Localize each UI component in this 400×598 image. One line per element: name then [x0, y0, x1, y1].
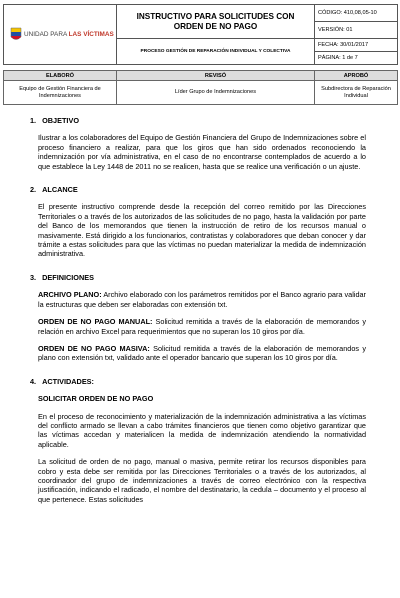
reviso-header: REVISÓ — [117, 71, 315, 81]
colombia-flag-shield-icon — [10, 27, 22, 42]
document-header — [3, 4, 398, 65]
section-heading-objetivo — [30, 116, 366, 125]
document-title: INSTRUCTIVO PARA SOLICITUDES CON ORDEN DE NO PAGO — [117, 5, 315, 39]
section-heading-actividades — [30, 377, 366, 386]
date-label: FECHA: 30/01/2017 — [315, 39, 398, 52]
alcance-paragraph: El presente instructivo comprende desde la recepción del correo remitido por las Direcciones Territoriales o a través de los autorizados de las solicitudes de no pago, hasta la validación por parte del Banco de los memorandos que tienen la instrucción de retiro de los recursos manual o masivamente. Está dirigido a los funcionarios, contratistas y colaboradores que deban conocer y dar trámite a estas solicitudes para que las víctimas no puedan materializar la medida de indemnización administrativa. — [38, 202, 366, 259]
section-title: DEFINICIONES — [42, 272, 94, 282]
definition-text: Archivo elaborado con los parámetros remitidos por el Banco agrario para validar la estructuras que deben ser elaboradas con extensión txt. — [38, 290, 366, 309]
definition-no-pago-masiva — [38, 344, 366, 363]
definition-text: Solicitud remitida a través de la elaboración de memorandos y relación en archivo Excel para requerimientos que no superan los 10 giros por día. — [38, 317, 366, 336]
unidad-victimas-logo — [10, 9, 116, 61]
code-label: CÓDIGO: 410,08,05-10 — [315, 5, 398, 22]
logo-text-emph: LAS VÍCTIMAS — [68, 31, 114, 38]
section-title: OBJETIVO — [42, 116, 79, 125]
section-number: 4. — [30, 376, 37, 386]
section-number: 1. — [30, 116, 37, 125]
logo-cell — [4, 5, 117, 65]
section-number: 2. — [30, 185, 37, 195]
process-subtitle: PROCESO GESTIÓN DE REPARACIÓN INDIVIDUAL Y COLECTIVA — [117, 39, 315, 65]
version-label: VERSIÓN: 01 — [315, 22, 398, 39]
section-title: ALCANCE — [42, 185, 78, 195]
activity-subheading: SOLICITAR ORDEN DE NO PAGO — [38, 394, 154, 404]
document-body — [30, 116, 366, 512]
definition-no-pago-manual — [38, 317, 366, 336]
aprobo-header: APROBÓ — [315, 71, 398, 81]
definition-archivo-plano — [38, 290, 366, 309]
definition-text: Solicitud remitida a través de la elaboración de memorandos y plano con extensión txt, validado ante el operador bancario que superan los 10 giros por día. — [38, 343, 366, 363]
definition-term: ARCHIVO PLANO: — [38, 290, 102, 300]
elaboro-value: Equipo de Gestión Financiera de Indemnizaciones — [4, 81, 117, 105]
section-heading-definiciones — [30, 273, 366, 282]
page-label: PÁGINA: 1 de 7 — [315, 52, 398, 65]
section-heading-alcance — [30, 185, 366, 194]
section-title: ACTIVIDADES: — [42, 376, 94, 386]
logo-text-prefix: UNIDAD PARA — [24, 31, 67, 38]
actividades-paragraph-1: En el proceso de reconocimiento y materialización de la indemnización administrativa a las víctimas del conflicto armado se llevan a cabo trámites financieros que tienen como objetivo garantizar que las víctimas accedan y materialicen la medida de indemnización atendiendo la normatividad aplicable. — [38, 411, 366, 449]
aprobo-value: Subdirectora de Reparación Individual — [315, 81, 398, 105]
reviso-value: Líder Grupo de Indemnizaciones — [117, 81, 315, 105]
objetivo-paragraph: Ilustrar a los colaboradores del Equipo de Gestión Financiera del Grupo de Indemnizaciones sobre el proceso financiero a realizar, para que los giros que han sido ordenados reconociendo la indemnización por vía administrativa, en el caso de no encontrarse contemplados de acuerdo a lo que establece la Ley 1448 de 2011 no se realicen, hasta que se realice una verificación o un ajuste. — [38, 133, 366, 171]
section-number: 3. — [30, 272, 37, 282]
definition-term: ORDEN DE NO PAGO MANUAL: — [38, 317, 153, 327]
logo-text — [24, 31, 114, 38]
definition-term: ORDEN DE NO PAGO MASIVA: — [38, 343, 150, 353]
actividades-paragraph-2: La solicitud de orden de no pago, manual o masiva, permite retirar los recursos disponibles para cobro y esta debe ser remitida por las Direcciones Territoriales o a través de los autorizados, al coordinador del grupo de indemnizaciones a través de correo electrónico con la respectiva justificación, indicando el radicado, el nombre del destinatario, la cedula – documento y el proceso al que pertenece. Estas solicitudes — [38, 457, 366, 504]
approval-table — [3, 70, 398, 105]
elaboro-header: ELABORÓ — [4, 71, 117, 81]
